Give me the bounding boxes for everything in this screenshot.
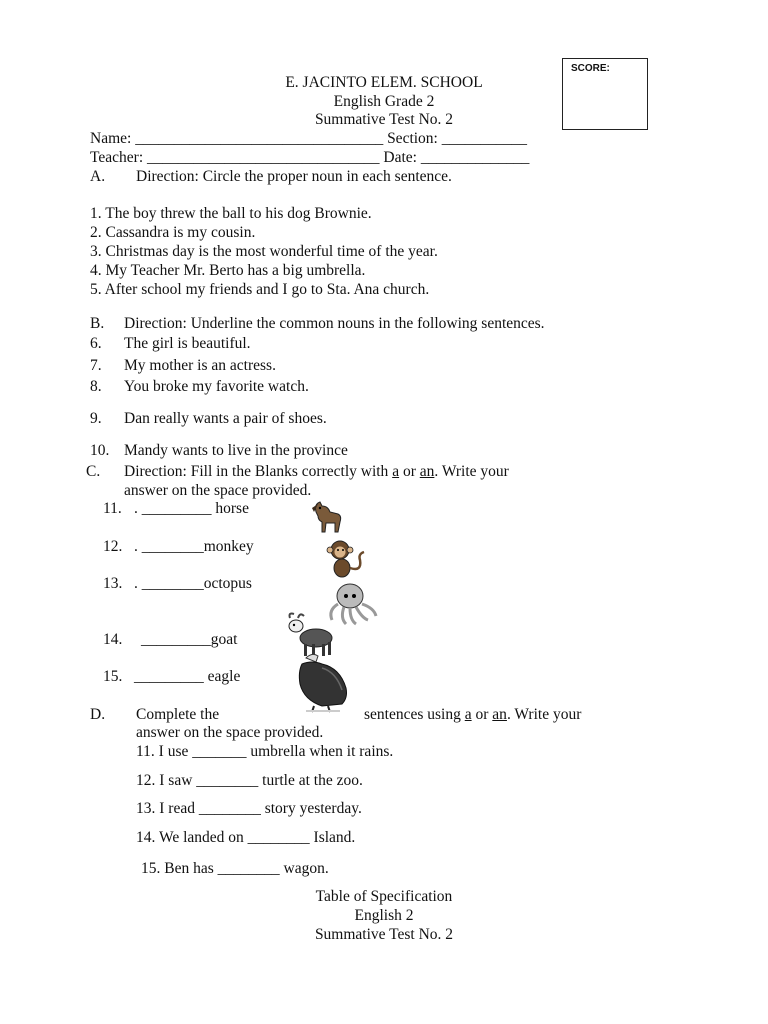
section-b-item-num: 8. — [90, 378, 102, 395]
section-d-line1-start: Complete the — [136, 706, 220, 723]
section-d-item: 13. I read ________ story yesterday. — [136, 800, 362, 817]
section-a-item: 2. Cassandra is my cousin. — [90, 224, 256, 241]
section-a-item: 4. My Teacher Mr. Berto has a big umbrella. — [90, 262, 366, 279]
section-c-item: . ________monkey — [134, 538, 254, 555]
section-c-item-num: 11. — [103, 500, 122, 517]
section-b-item: The girl is beautiful. — [124, 335, 251, 352]
subject-title: English Grade 2 — [333, 93, 435, 110]
footer-test: Summative Test No. 2 — [314, 926, 454, 943]
section-c-item-num: 15. — [103, 668, 123, 685]
section-b-item: You broke my favorite watch. — [124, 378, 309, 395]
word-a: a — [464, 706, 472, 723]
word-or: or — [471, 706, 493, 723]
section-d-write-your: . Write your — [506, 706, 582, 723]
horse-icon — [306, 498, 346, 538]
word-an: an — [419, 463, 435, 480]
word-or: or — [399, 463, 420, 480]
section-b-item-num: 7. — [90, 357, 102, 374]
section-c-item-num: 12. — [103, 538, 123, 555]
section-d-line2: answer on the space provided. — [136, 724, 324, 741]
section-c-direction-line2: answer on the space provided. — [124, 482, 312, 499]
section-d-item: 15. Ben has ________ wagon. — [141, 860, 329, 877]
score-label: SCORE: — [571, 63, 610, 74]
section-c-item: . ________octopus — [134, 575, 252, 592]
section-b-item: My mother is an actress. — [124, 357, 276, 374]
section-c-item-num: 13. — [103, 575, 123, 592]
word-a: a — [392, 463, 400, 480]
section-c-direction-pre: Direction: Fill in the Blanks correctly with — [124, 463, 393, 480]
section-b-direction: Direction: Underline the common nouns in the following sentences. — [124, 315, 545, 332]
section-d-sentences-using: sentences using — [364, 706, 465, 723]
test-title: Summative Test No. 2 — [314, 111, 454, 128]
section-a-item: 3. Christmas day is the most wonderful time of the year. — [90, 243, 438, 260]
section-c-letter: C. — [86, 463, 101, 480]
section-b-item-num: 6. — [90, 335, 102, 352]
section-d-item: 11. I use _______ umbrella when it rains. — [136, 743, 394, 760]
section-d-item: 14. We landed on ________ Island. — [136, 829, 356, 846]
section-b-letter: B. — [90, 315, 105, 332]
section-b-item-num: 9. — [90, 410, 102, 427]
section-c-item: _________ eagle — [134, 668, 241, 685]
word-an: an — [492, 706, 507, 723]
section-b-item: Dan really wants a pair of shoes. — [124, 410, 327, 427]
section-c-item-num: 14. — [103, 631, 123, 648]
section-c-item: . _________ horse — [134, 500, 249, 517]
footer-subject: English 2 — [354, 907, 414, 924]
section-d-line1-rest — [364, 706, 581, 724]
section-a-item: 5. After school my friends and I go to Sta. Ana church. — [90, 281, 430, 298]
section-d-item: 12. I saw ________ turtle at the zoo. — [136, 772, 363, 789]
monkey-icon — [322, 538, 370, 582]
section-b-item-num: 10. — [90, 442, 110, 459]
name-section-line: Name: ________________________________ Section: ___________ — [90, 130, 527, 147]
teacher-date-line: Teacher: ______________________________ Date: ______________ — [90, 149, 530, 166]
eagle-icon — [292, 650, 354, 714]
section-b-item: Mandy wants to live in the province — [124, 442, 348, 459]
section-a-direction: Direction: Circle the proper noun in each sentence. — [136, 168, 452, 185]
section-a-letter: A. — [90, 168, 106, 185]
section-d-letter: D. — [90, 706, 106, 723]
section-a-item: 1. The boy threw the ball to his dog Brownie. — [90, 205, 372, 222]
section-c-item: _________goat — [141, 631, 238, 648]
section-c-direction — [124, 463, 509, 481]
school-name: E. JACINTO ELEM. SCHOOL — [285, 74, 483, 91]
section-c-direction-post: . Write your — [434, 463, 509, 480]
footer-title: Table of Specification — [315, 888, 453, 905]
